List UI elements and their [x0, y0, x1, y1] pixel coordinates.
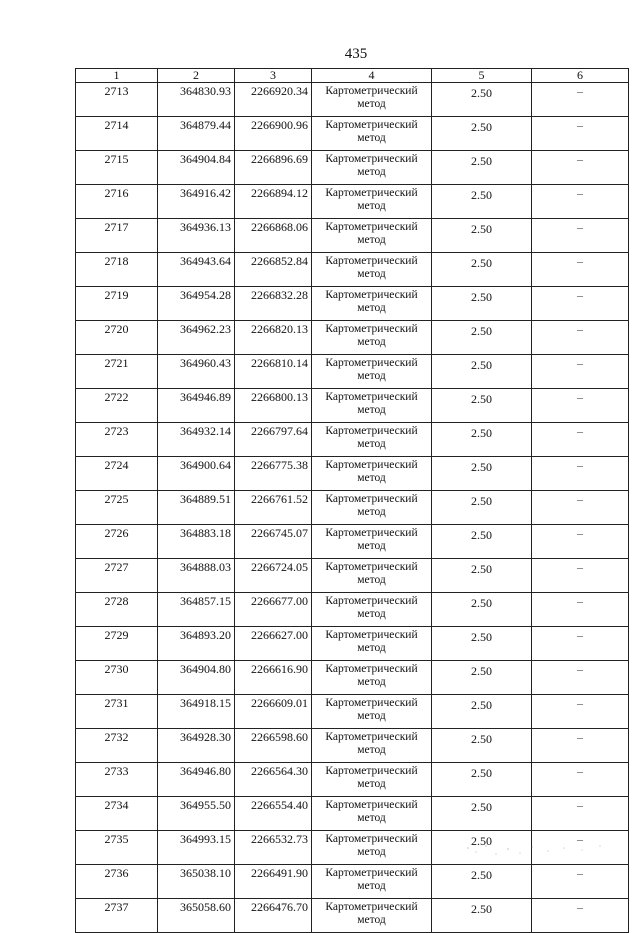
table-row [76, 389, 629, 423]
table-row [76, 627, 629, 661]
accuracy-cell: 2.50 [432, 151, 532, 185]
scan-noise-marks [462, 840, 612, 862]
y-coordinate-cell: 2266532.73 [235, 831, 312, 865]
method-cell [312, 525, 432, 559]
x-coordinate-cell: 364893.20 [158, 627, 235, 661]
method-line-2: метод [357, 506, 386, 518]
y-coordinate-cell: 2266852.84 [235, 253, 312, 287]
point-number-cell: 2731 [76, 695, 158, 729]
y-coordinate-cell: 2266820.13 [235, 321, 312, 355]
table-row [76, 321, 629, 355]
method-line-2: метод [357, 472, 386, 484]
y-coordinate-cell: 2266616.90 [235, 661, 312, 695]
method-line-1: Картометрический [325, 493, 418, 505]
y-coordinate-cell: 2266598.60 [235, 729, 312, 763]
method-line-2: метод [357, 812, 386, 824]
accuracy-cell: 2.50 [432, 525, 532, 559]
x-coordinate-cell: 364932.14 [158, 423, 235, 457]
point-number-cell: 2724 [76, 457, 158, 491]
table-row [76, 593, 629, 627]
y-coordinate-cell: 2266491.90 [235, 865, 312, 899]
method-line-2: метод [357, 914, 386, 926]
method-cell [312, 627, 432, 661]
method-line-2: метод [357, 404, 386, 416]
method-line-1: Картометрический [325, 255, 418, 267]
table-row [76, 457, 629, 491]
point-number-cell: 2728 [76, 593, 158, 627]
method-cell [312, 593, 432, 627]
accuracy-cell: 2.50 [432, 593, 532, 627]
y-coordinate-cell: 2266761.52 [235, 491, 312, 525]
method-line-2: метод [357, 676, 386, 688]
y-coordinate-cell: 2266724.05 [235, 559, 312, 593]
method-line-2: метод [357, 744, 386, 756]
point-number-cell: 2713 [76, 83, 158, 117]
y-coordinate-cell: 2266896.69 [235, 151, 312, 185]
method-line-1: Картометрический [325, 731, 418, 743]
column-header-5: 5 [432, 69, 532, 83]
y-coordinate-cell: 2266476.70 [235, 899, 312, 933]
point-number-cell: 2723 [76, 423, 158, 457]
x-coordinate-cell: 364857.15 [158, 593, 235, 627]
x-coordinate-cell: 364904.84 [158, 151, 235, 185]
method-line-1: Картометрический [325, 289, 418, 301]
point-number-cell: 2719 [76, 287, 158, 321]
y-coordinate-cell: 2266797.64 [235, 423, 312, 457]
method-line-2: метод [357, 132, 386, 144]
point-number-cell: 2736 [76, 865, 158, 899]
table-row [76, 763, 629, 797]
x-coordinate-cell: 364928.30 [158, 729, 235, 763]
method-cell [312, 389, 432, 423]
y-coordinate-cell: 2266810.14 [235, 355, 312, 389]
point-number-cell: 2732 [76, 729, 158, 763]
accuracy-cell: 2.50 [432, 763, 532, 797]
x-coordinate-cell: 364936.13 [158, 219, 235, 253]
method-cell [312, 695, 432, 729]
table-row [76, 83, 629, 117]
point-number-cell: 2727 [76, 559, 158, 593]
method-cell [312, 729, 432, 763]
y-coordinate-cell: 2266564.30 [235, 763, 312, 797]
column-header-6: 6 [532, 69, 629, 83]
table-row [76, 491, 629, 525]
method-line-1: Картометрический [325, 221, 418, 233]
method-line-1: Картометрический [325, 595, 418, 607]
method-line-1: Картометрический [325, 323, 418, 335]
x-coordinate-cell: 364830.93 [158, 83, 235, 117]
note-cell: – [532, 525, 629, 559]
table-body [76, 83, 629, 933]
method-cell [312, 899, 432, 933]
y-coordinate-cell: 2266775.38 [235, 457, 312, 491]
accuracy-cell: 2.50 [432, 287, 532, 321]
method-cell [312, 355, 432, 389]
note-cell: – [532, 151, 629, 185]
x-coordinate-cell: 364889.51 [158, 491, 235, 525]
y-coordinate-cell: 2266900.96 [235, 117, 312, 151]
x-coordinate-cell: 365058.60 [158, 899, 235, 933]
method-line-2: метод [357, 268, 386, 280]
method-cell [312, 423, 432, 457]
table-header-row [76, 69, 629, 83]
method-line-1: Картометрический [325, 153, 418, 165]
method-line-1: Картометрический [325, 187, 418, 199]
method-line-2: метод [357, 200, 386, 212]
method-cell [312, 661, 432, 695]
x-coordinate-cell: 364916.42 [158, 185, 235, 219]
method-cell [312, 185, 432, 219]
x-coordinate-cell: 364955.50 [158, 797, 235, 831]
point-number-cell: 2737 [76, 899, 158, 933]
accuracy-cell: 2.50 [432, 389, 532, 423]
x-coordinate-cell: 364946.80 [158, 763, 235, 797]
note-cell: – [532, 253, 629, 287]
point-number-cell: 2726 [76, 525, 158, 559]
table-row [76, 287, 629, 321]
table-row [76, 253, 629, 287]
method-line-2: метод [357, 608, 386, 620]
table-row [76, 899, 629, 933]
method-line-2: метод [357, 336, 386, 348]
point-number-cell: 2734 [76, 797, 158, 831]
note-cell: – [532, 219, 629, 253]
note-cell: – [532, 355, 629, 389]
point-number-cell: 2716 [76, 185, 158, 219]
method-line-1: Картометрический [325, 901, 418, 913]
point-number-cell: 2733 [76, 763, 158, 797]
method-line-2: метод [357, 302, 386, 314]
method-line-2: метод [357, 710, 386, 722]
method-cell [312, 219, 432, 253]
method-line-1: Картометрический [325, 663, 418, 675]
method-line-2: метод [357, 540, 386, 552]
point-number-cell: 2722 [76, 389, 158, 423]
note-cell: – [532, 287, 629, 321]
method-line-1: Картометрический [325, 357, 418, 369]
x-coordinate-cell: 364993.15 [158, 831, 235, 865]
y-coordinate-cell: 2266832.28 [235, 287, 312, 321]
note-cell: – [532, 865, 629, 899]
method-line-1: Картометрический [325, 391, 418, 403]
accuracy-cell: 2.50 [432, 661, 532, 695]
method-cell [312, 117, 432, 151]
note-cell: – [532, 389, 629, 423]
note-cell: – [532, 593, 629, 627]
x-coordinate-cell: 364946.89 [158, 389, 235, 423]
method-line-1: Картометрический [325, 799, 418, 811]
column-header-2: 2 [158, 69, 235, 83]
table-row [76, 797, 629, 831]
point-number-cell: 2735 [76, 831, 158, 865]
accuracy-cell: 2.50 [432, 117, 532, 151]
note-cell: – [532, 423, 629, 457]
method-line-1: Картометрический [325, 765, 418, 777]
method-cell [312, 321, 432, 355]
method-cell [312, 865, 432, 899]
method-line-1: Картометрический [325, 867, 418, 879]
accuracy-cell: 2.50 [432, 219, 532, 253]
note-cell: – [532, 491, 629, 525]
method-line-1: Картометрический [325, 459, 418, 471]
y-coordinate-cell: 2266627.00 [235, 627, 312, 661]
method-line-1: Картометрический [325, 833, 418, 845]
table-row [76, 661, 629, 695]
method-cell [312, 831, 432, 865]
method-line-2: метод [357, 846, 386, 858]
x-coordinate-cell: 364962.23 [158, 321, 235, 355]
point-number-cell: 2730 [76, 661, 158, 695]
note-cell: – [532, 627, 629, 661]
table-row [76, 355, 629, 389]
method-cell [312, 559, 432, 593]
method-cell [312, 491, 432, 525]
accuracy-cell: 2.50 [432, 797, 532, 831]
method-line-1: Картометрический [325, 561, 418, 573]
method-line-1: Картометрический [325, 119, 418, 131]
method-cell [312, 151, 432, 185]
note-cell: – [532, 661, 629, 695]
accuracy-cell: 2.50 [432, 355, 532, 389]
method-cell [312, 287, 432, 321]
y-coordinate-cell: 2266554.40 [235, 797, 312, 831]
table-row [76, 729, 629, 763]
point-number-cell: 2725 [76, 491, 158, 525]
method-line-2: метод [357, 166, 386, 178]
note-cell: – [532, 559, 629, 593]
method-cell [312, 797, 432, 831]
note-cell: – [532, 797, 629, 831]
y-coordinate-cell: 2266677.00 [235, 593, 312, 627]
accuracy-cell: 2.50 [432, 491, 532, 525]
table-row [76, 185, 629, 219]
method-line-1: Картометрический [325, 697, 418, 709]
table-row [76, 525, 629, 559]
note-cell: – [532, 763, 629, 797]
method-line-2: метод [357, 574, 386, 586]
x-coordinate-cell: 364918.15 [158, 695, 235, 729]
note-cell: – [532, 695, 629, 729]
table-row [76, 695, 629, 729]
method-line-2: метод [357, 234, 386, 246]
coordinates-table [75, 68, 629, 933]
method-cell [312, 763, 432, 797]
accuracy-cell: 2.50 [432, 729, 532, 763]
accuracy-cell: 2.50 [432, 185, 532, 219]
method-line-2: метод [357, 438, 386, 450]
column-header-4: 4 [312, 69, 432, 83]
note-cell: – [532, 83, 629, 117]
accuracy-cell: 2.50 [432, 899, 532, 933]
method-line-2: метод [357, 98, 386, 110]
method-line-1: Картометрический [325, 85, 418, 97]
table-row [76, 423, 629, 457]
column-header-1: 1 [76, 69, 158, 83]
y-coordinate-cell: 2266920.34 [235, 83, 312, 117]
y-coordinate-cell: 2266800.13 [235, 389, 312, 423]
accuracy-cell: 2.50 [432, 559, 532, 593]
accuracy-cell: 2.50 [432, 865, 532, 899]
method-cell [312, 83, 432, 117]
table-row [76, 559, 629, 593]
point-number-cell: 2715 [76, 151, 158, 185]
table-row [76, 151, 629, 185]
table-row [76, 865, 629, 899]
accuracy-cell: 2.50 [432, 423, 532, 457]
method-line-2: метод [357, 778, 386, 790]
note-cell: – [532, 321, 629, 355]
note-cell: – [532, 831, 629, 865]
accuracy-cell: 2.50 [432, 627, 532, 661]
method-line-2: метод [357, 880, 386, 892]
accuracy-cell: 2.50 [432, 83, 532, 117]
accuracy-cell: 2.50 [432, 321, 532, 355]
note-cell: – [532, 457, 629, 491]
note-cell: – [532, 729, 629, 763]
note-cell: – [532, 117, 629, 151]
x-coordinate-cell: 365038.10 [158, 865, 235, 899]
point-number-cell: 2717 [76, 219, 158, 253]
accuracy-cell: 2.50 [432, 253, 532, 287]
y-coordinate-cell: 2266868.06 [235, 219, 312, 253]
method-line-2: метод [357, 370, 386, 382]
page-number: 435 [344, 46, 368, 62]
note-cell: – [532, 185, 629, 219]
point-number-cell: 2718 [76, 253, 158, 287]
x-coordinate-cell: 364888.03 [158, 559, 235, 593]
point-number-cell: 2714 [76, 117, 158, 151]
point-number-cell: 2729 [76, 627, 158, 661]
x-coordinate-cell: 364900.64 [158, 457, 235, 491]
method-line-1: Картометрический [325, 425, 418, 437]
y-coordinate-cell: 2266745.07 [235, 525, 312, 559]
method-line-1: Картометрический [325, 527, 418, 539]
y-coordinate-cell: 2266894.12 [235, 185, 312, 219]
accuracy-cell: 2.50 [432, 695, 532, 729]
point-number-cell: 2721 [76, 355, 158, 389]
point-number-cell: 2720 [76, 321, 158, 355]
column-header-3: 3 [235, 69, 312, 83]
x-coordinate-cell: 364943.64 [158, 253, 235, 287]
x-coordinate-cell: 364904.80 [158, 661, 235, 695]
method-cell [312, 253, 432, 287]
method-line-2: метод [357, 642, 386, 654]
table-row [76, 117, 629, 151]
method-cell [312, 457, 432, 491]
accuracy-cell: 2.50 [432, 831, 532, 865]
x-coordinate-cell: 364960.43 [158, 355, 235, 389]
accuracy-cell: 2.50 [432, 457, 532, 491]
x-coordinate-cell: 364879.44 [158, 117, 235, 151]
method-line-1: Картометрический [325, 629, 418, 641]
table-row [76, 219, 629, 253]
x-coordinate-cell: 364954.28 [158, 287, 235, 321]
x-coordinate-cell: 364883.18 [158, 525, 235, 559]
y-coordinate-cell: 2266609.01 [235, 695, 312, 729]
note-cell: – [532, 899, 629, 933]
